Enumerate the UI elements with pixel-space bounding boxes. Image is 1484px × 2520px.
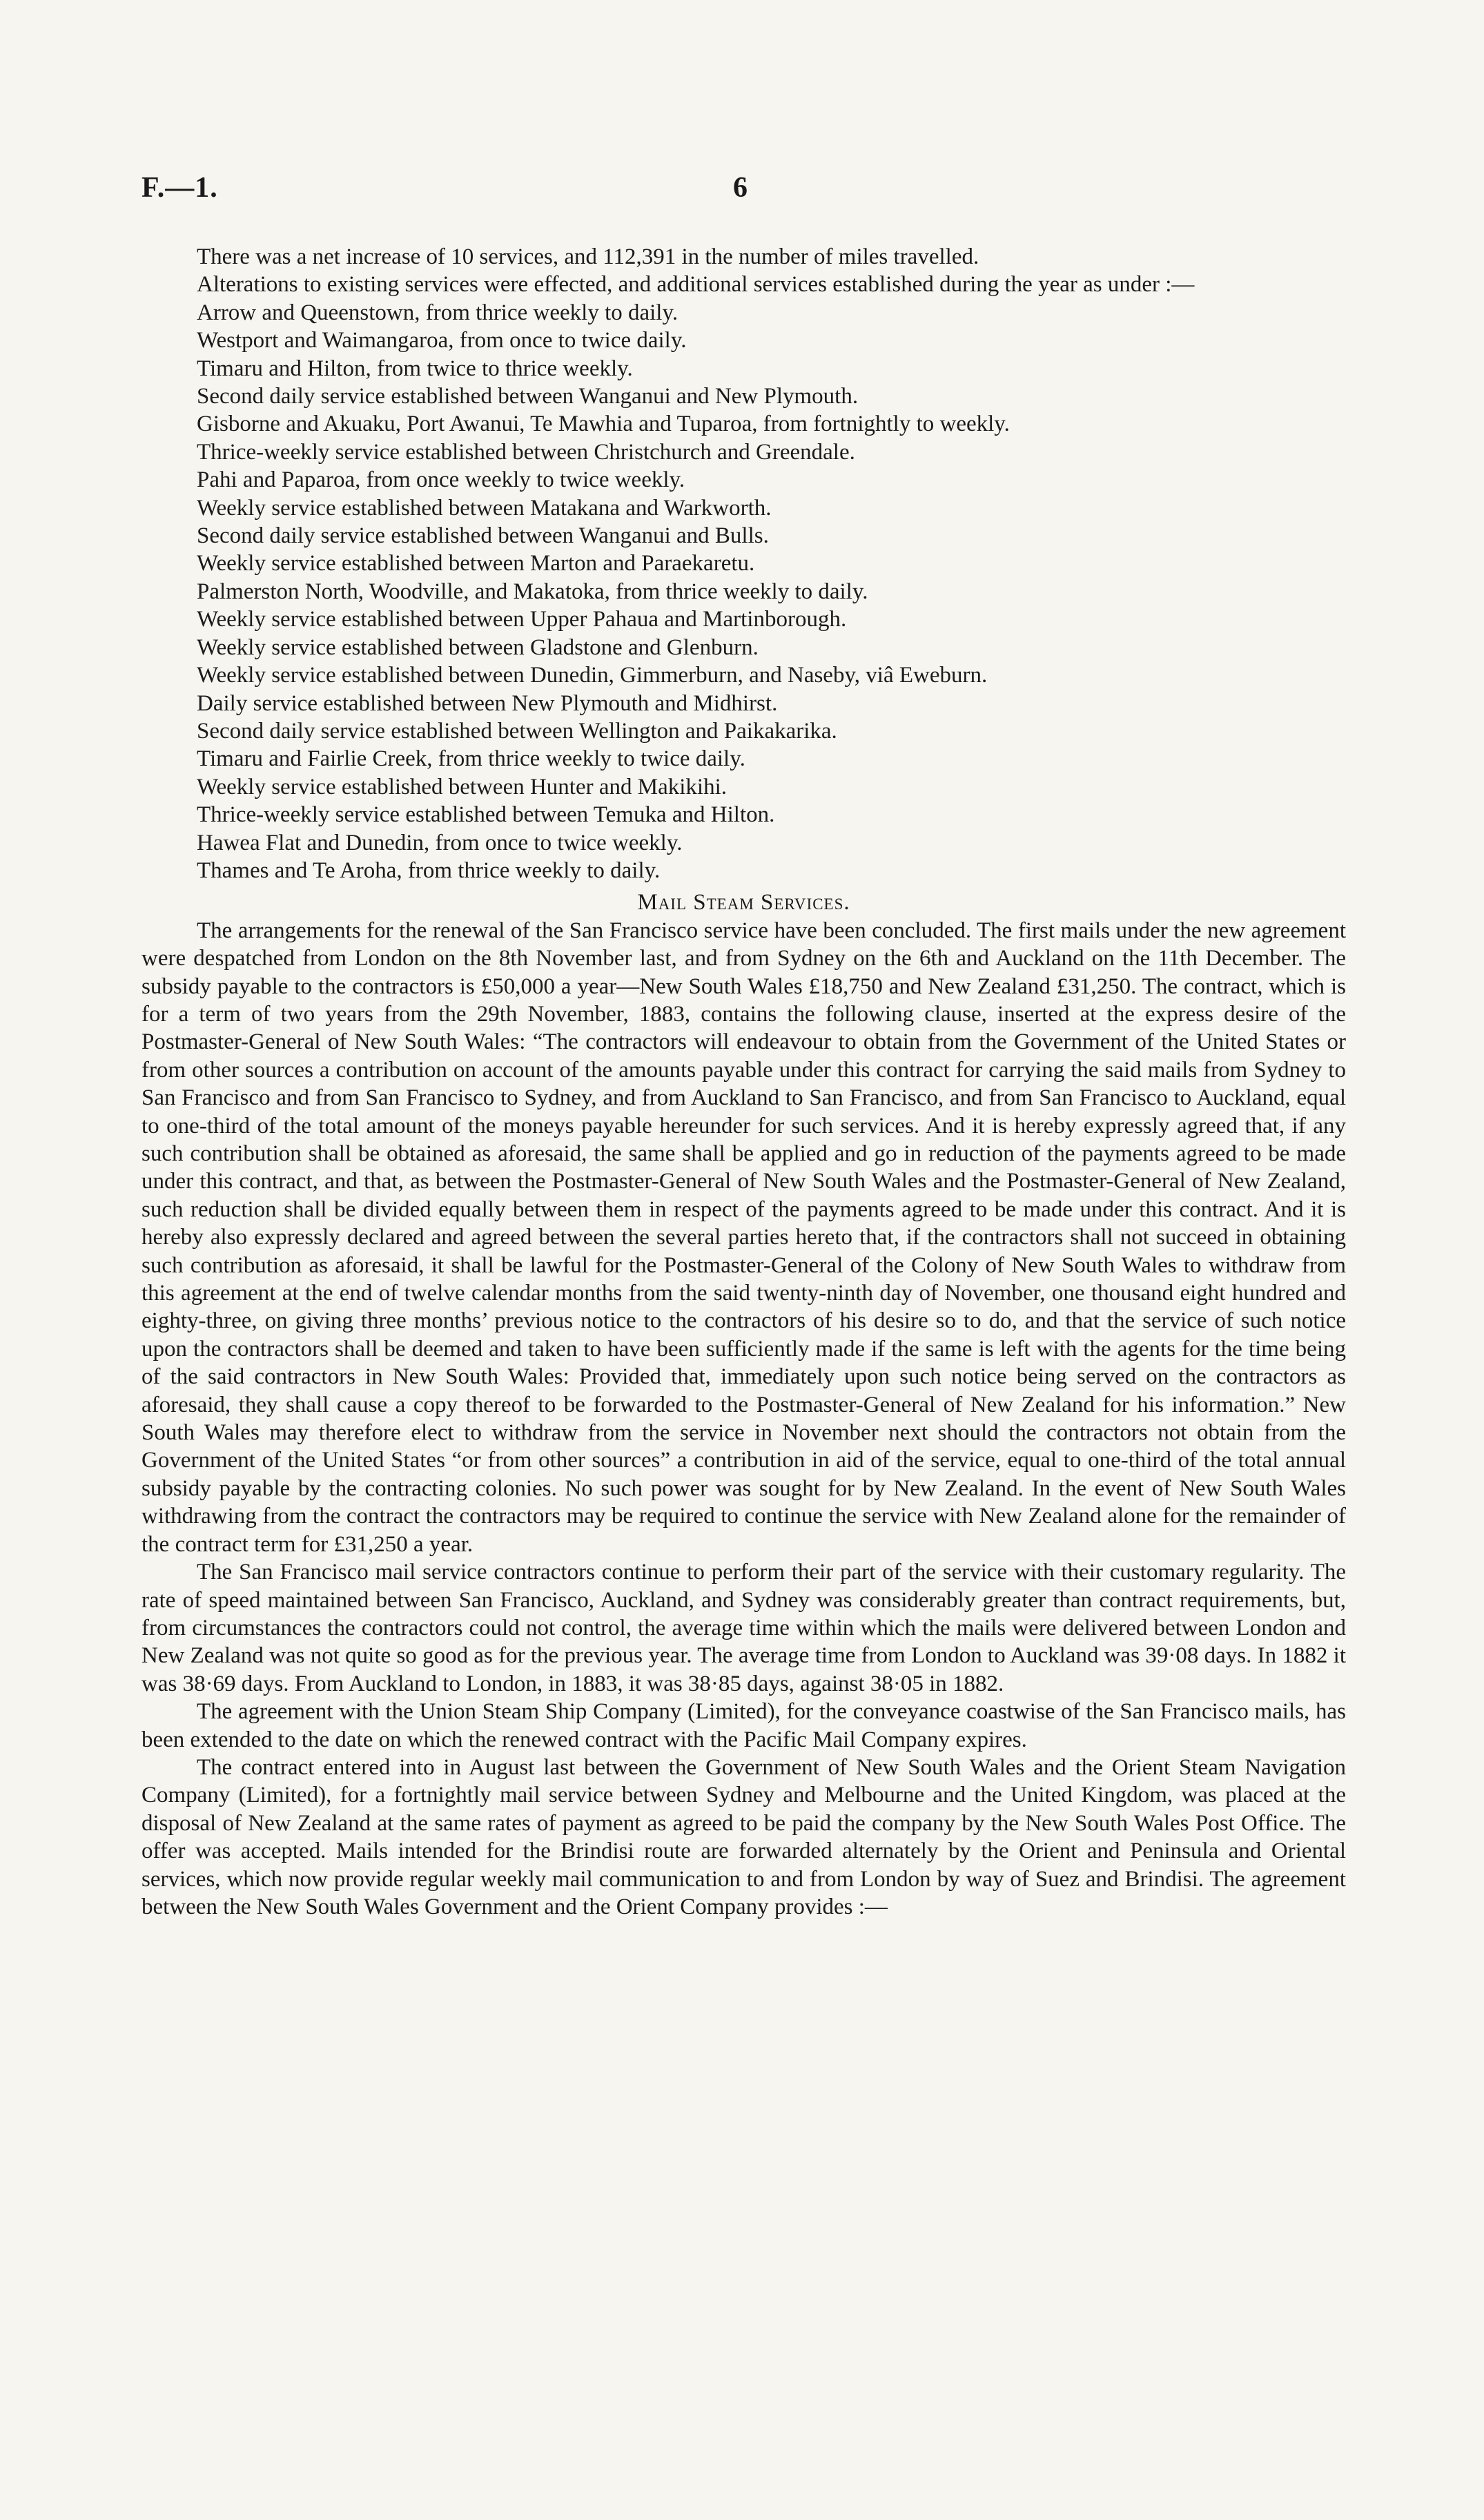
body-paragraph: The agreement with the Union Steam Ship Company (Limited), for the conveyance coastwise of the San Francisco mails, has been extended to the date on which the renewed contract with the Pacific Mail Company expires. [141, 1699, 1346, 1752]
intro-paragraph: Alterations to existing services were effected, and additional services established during the year as under :— [197, 272, 1195, 298]
list-item: Thrice-weekly service established between Temuka and Hilton. [197, 802, 775, 828]
section-heading: Mail Steam Services. [637, 890, 850, 915]
document-reference: F.—1. [141, 172, 218, 204]
list-item: Weekly service established between Matakana and Warkworth. [197, 495, 772, 521]
list-item: Daily service established between New Plymouth and Midhirst. [197, 690, 778, 716]
body-paragraph: The arrangements for the renewal of the San Francisco service have been concluded. The first mails under the new agreement were despatched from London on the 8th November last, and from Sydney on the 6th and Auckland on the 11th December. The subsidy payable to the contractors is £50,000 a year—New South Wales £18,750 and New Zealand £31,250. The contract, which is for a term of two years from the 29th November, 1883, contains the following clause, inserted at the express desire of the Postmaster-General of New South Wales: “The contractors will endeavour to obtain from the Government of the United States or from other sources a contribution on account of the amounts payable under this contract for carrying the said mails from Sydney to San Francisco and from San Francisco to Sydney, and from Auckland to San Francisco, and from San Francisco to Auckland, equal to one-third of the total amount of the moneys payable hereunder for such services. And it is hereby expressly agreed that, if any such contribution shall be obtained as aforesaid, the same shall be applied and go in reduction of the payments agreed to be made under this contract, and that, as between the Postmaster-General of New South Wales and the Postmaster-General of New Zealand, such reduction shall be divided equally between them in respect of the payments agreed to be made under this contract. And it is hereby also expressly declared and agreed between the several parties hereto that, if the contractors shall not succeed in obtaining such contribution as aforesaid, it shall be lawful for the Postmaster-General of the Colony of New South Wales to withdraw from this agreement at the end of twelve calendar months from the said twenty-ninth day of November, one thousand eight hundred and eighty-three, on giving three months’ previous notice to the contractors of his desire so to do, and that the service of such notice upon the contractors shall be deemed and taken to have been sufficiently made if the same is left with the agents for the time being of the said contractors in New South Wales: Provided that, immediately upon such notice being served on the contractors as aforesaid, they shall cause a copy thereof to be forwarded to the Postmaster-General of New Zealand for his information.” New South Wales may therefore elect to withdraw from the service in November next should the contractors not obtain from the Government of the United States “or from other sources” a contribution in aid of the service, equal to one-third of the total annual subsidy payable by the contracting colonies. No such power was sought for by New Zealand. In the event of New South Wales withdrawing from the contract the contractors may be required to continue the service with New Zealand alone for the remainder of the contract term for £31,250 a year. [141, 918, 1346, 1557]
list-item: Gisborne and Akuaku, Port Awanui, Te Mawhia and Tuparoa, from fortnightly to weekly. [197, 411, 1010, 437]
document-body [141, 243, 1346, 1921]
intro-paragraph: There was a net increase of 10 services, and 112,391 in the number of miles travelled. [197, 244, 979, 269]
body-paragraph: The contract entered into in August last between the Government of New South Wales and the Orient Steam Navigation Company (Limited), for a fortnightly mail service between Sydney and Melbourne and the United Kingdom, was placed at the disposal of New Zealand at the same rates of payment as agreed to be paid the company by the New South Wales Post Office. The offer was accepted. Mails intended for the Brindisi route are forwarded alternately by the Orient and Peninsula and Oriental services, which now provide regular weekly mail communication to and from London by way of Suez and Brindisi. The agreement between the New South Wales Government and the Orient Company provides :— [141, 1754, 1346, 1919]
list-item: Thrice-weekly service established between Christchurch and Greendale. [197, 439, 855, 465]
list-item: Pahi and Paparoa, from once weekly to twice weekly. [197, 467, 685, 493]
list-item: Arrow and Queenstown, from thrice weekly to daily. [197, 300, 678, 325]
services-list [141, 299, 1346, 885]
list-item: Second daily service established between Wellington and Paikakarika. [197, 718, 837, 744]
list-item: Westport and Waimangaroa, from once to twice daily. [197, 328, 687, 353]
list-item: Weekly service established between Gladstone and Glenburn. [197, 634, 759, 660]
list-item: Second daily service established between Wanganui and New Plymouth. [197, 384, 859, 409]
list-item: Timaru and Hilton, from twice to thrice weekly. [197, 356, 633, 381]
list-item: Weekly service established between Marton and Paraekaretu. [197, 551, 755, 576]
list-item: Weekly service established between Upper Pahaua and Martinborough. [197, 607, 847, 632]
list-item: Weekly service established between Hunter and Makikihi. [197, 774, 728, 799]
list-item: Weekly service established between Dunedin, Gimmerburn, and Naseby, viâ Eweburn. [197, 663, 988, 688]
list-item: Palmerston North, Woodville, and Makatoka, from thrice weekly to daily. [197, 579, 868, 604]
page-number: 6 [733, 172, 748, 204]
list-item: Thames and Te Aroha, from thrice weekly to daily. [197, 857, 661, 883]
body-paragraph: The San Francisco mail service contractors continue to perform their part of the service with their customary regularity. The rate of speed maintained between San Francisco, Auckland, and Sydney was considerably greater than contract requirements, but, from circumstances the contractors could not control, the average time within which the mails were delivered between London and New Zealand was not quite so good as for the previous year. The average time from London to Auckland was 39·08 days. In 1882 it was 38·69 days. From Auckland to London, in 1883, it was 38·85 days, against 38·05 in 1882. [141, 1560, 1346, 1696]
list-item: Hawea Flat and Dunedin, from once to twice weekly. [197, 830, 683, 855]
list-item: Second daily service established between Wanganui and Bulls. [197, 523, 769, 549]
list-item: Timaru and Fairlie Creek, from thrice weekly to twice daily. [197, 746, 745, 772]
